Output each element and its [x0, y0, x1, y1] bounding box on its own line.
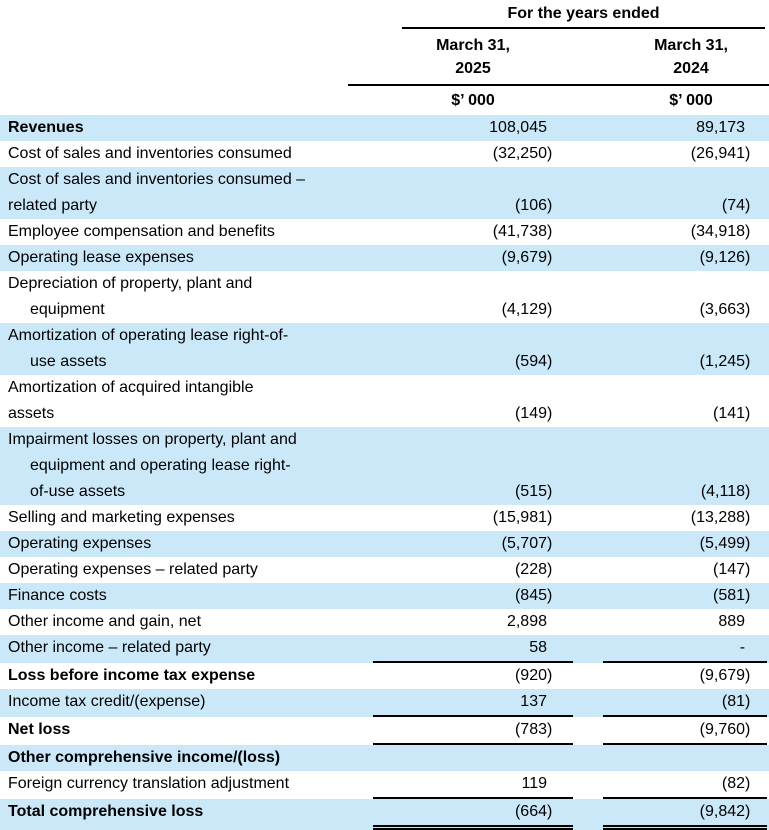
- amount-2025: [348, 505, 573, 531]
- row-label-line: Net loss: [8, 721, 71, 738]
- amount-2025: [348, 583, 573, 609]
- amount-value: (664: [514, 803, 547, 820]
- column-header-2025-year: 2025: [455, 60, 491, 77]
- row-label-line: Operating expenses: [8, 535, 152, 552]
- amount-value: (228: [514, 561, 547, 578]
- row-label-line: Foreign currency translation adjustment: [8, 775, 290, 792]
- column-header-2025: [348, 30, 573, 85]
- closing-paren: ): [547, 301, 553, 318]
- row-label: [0, 635, 348, 663]
- amount-2024: [573, 245, 769, 271]
- amount-2025: [348, 115, 573, 141]
- amount-2025: [348, 375, 573, 427]
- row-label: [0, 717, 348, 745]
- closing-paren: ): [547, 803, 553, 820]
- row-label-line: Cost of sales and inventories consumed: [8, 145, 292, 162]
- column-header-2024: [573, 30, 769, 85]
- closing-paren: ): [547, 561, 553, 578]
- row-label: [0, 323, 348, 375]
- amount-2024: [573, 609, 769, 635]
- closing-paren: ): [745, 535, 751, 552]
- closing-paren: ): [547, 587, 553, 604]
- row-label-line: Amortization of operating lease right-of-: [8, 327, 289, 344]
- row-label: [0, 141, 348, 167]
- closing-paren: ): [745, 587, 751, 604]
- amount-value: 108,045: [489, 119, 547, 136]
- amount-value: (9,760: [699, 721, 746, 738]
- row-label: [0, 271, 348, 323]
- table-row: [0, 717, 769, 745]
- unit-label-2024: $’ 000: [669, 92, 713, 109]
- closing-paren: ): [745, 405, 751, 422]
- amount-2024: [573, 167, 769, 219]
- unit-header-row: [0, 85, 769, 115]
- amount-2025: [348, 219, 573, 245]
- amount-value: (32,250: [492, 145, 547, 162]
- amount-2025: [348, 609, 573, 635]
- amount-value: (3,663: [699, 301, 746, 318]
- row-label-line: Finance costs: [8, 587, 107, 604]
- table-row: [0, 167, 769, 219]
- row-label: [0, 375, 348, 427]
- row-label-line: assets: [8, 405, 55, 422]
- table-row: [0, 531, 769, 557]
- amount-2025: [348, 663, 573, 689]
- amount-value: (920: [514, 667, 547, 684]
- amount-2024: [573, 505, 769, 531]
- row-label-line: equipment and operating lease right-: [30, 457, 291, 474]
- amount-2024: [573, 771, 769, 799]
- row-label: [0, 219, 348, 245]
- amount-2024: [573, 663, 769, 689]
- closing-paren: ): [745, 145, 751, 162]
- row-label-line: Other income and gain, net: [8, 613, 202, 630]
- column-header-2024-year: 2024: [673, 60, 709, 77]
- row-label: [0, 609, 348, 635]
- amount-value: 119: [521, 775, 547, 792]
- row-label: [0, 663, 348, 689]
- closing-paren: ): [547, 509, 553, 526]
- amount-value: (13,288: [690, 509, 746, 526]
- row-label: [0, 427, 348, 505]
- amount-2024: [573, 531, 769, 557]
- closing-paren: ): [547, 223, 553, 240]
- table-row: [0, 375, 769, 427]
- amount-2024: [573, 141, 769, 167]
- amount-2024: [573, 717, 769, 745]
- row-label: [0, 505, 348, 531]
- header-spacer: [0, 0, 348, 30]
- amount-value: (5,499: [699, 535, 746, 552]
- amount-value: (9,126: [699, 249, 746, 266]
- table-row: [0, 609, 769, 635]
- closing-paren: ): [547, 145, 553, 162]
- closing-paren: ): [745, 483, 751, 500]
- row-label-line: Operating expenses – related party: [8, 561, 258, 578]
- closing-paren: ): [745, 561, 751, 578]
- amount-value: 889: [718, 613, 746, 630]
- amount-value: (581: [712, 587, 746, 604]
- closing-paren: ): [547, 249, 553, 266]
- amount-value: 89,173: [696, 119, 746, 136]
- table-row: [0, 745, 769, 771]
- table-row: [0, 689, 769, 717]
- amount-2025: [348, 689, 573, 717]
- row-label-line: Impairment losses on property, plant and: [8, 431, 297, 448]
- closing-paren: ): [547, 353, 553, 370]
- closing-paren: ): [547, 535, 553, 552]
- amount-value: (41,738: [492, 223, 547, 240]
- closing-paren: ): [745, 301, 751, 318]
- amount-2024: [573, 635, 769, 663]
- row-label: [0, 771, 348, 799]
- table-row: [0, 583, 769, 609]
- amount-2025: [348, 167, 573, 219]
- row-label-line: Loss before income tax expense: [8, 667, 256, 684]
- row-label-line: Revenues: [8, 119, 84, 136]
- closing-paren: ): [745, 509, 751, 526]
- amount-value: (34,918: [690, 223, 746, 240]
- amount-2025: [348, 635, 573, 663]
- closing-paren: ): [547, 197, 553, 214]
- amount-2024: [573, 375, 769, 427]
- row-label-line: Employee compensation and benefits: [8, 223, 275, 240]
- amount-value: (106: [514, 197, 547, 214]
- amount-2025: [348, 771, 573, 799]
- row-label-line: Operating lease expenses: [8, 249, 194, 266]
- amount-value: 2,898: [506, 613, 547, 630]
- closing-paren: ): [745, 249, 751, 266]
- amount-2024: [573, 583, 769, 609]
- amount-value: 137: [520, 693, 547, 710]
- row-label-line: Total comprehensive loss: [8, 803, 204, 820]
- amount-2025: [348, 557, 573, 583]
- closing-paren: ): [547, 483, 553, 500]
- amount-2025: [348, 717, 573, 745]
- unit-label-2025: $’ 000: [451, 92, 495, 109]
- closing-paren: ): [745, 693, 751, 710]
- row-label-line: of-use assets: [30, 483, 126, 500]
- amount-value: (9,679: [699, 667, 746, 684]
- row-label: [0, 115, 348, 141]
- amount-value: (594: [514, 353, 547, 370]
- amount-2024: [573, 557, 769, 583]
- table-row: [0, 557, 769, 583]
- row-label-line: equipment: [30, 301, 105, 318]
- amount-2025: [348, 745, 573, 771]
- header-spacer: [0, 85, 348, 115]
- amount-value: (149: [514, 405, 547, 422]
- column-header-2025-date: March 31,: [436, 37, 510, 54]
- amount-value: (82: [721, 775, 746, 792]
- amount-value: (26,941: [690, 145, 746, 162]
- amount-value: (4,118: [700, 483, 746, 500]
- table-row: [0, 323, 769, 375]
- table-row: [0, 141, 769, 167]
- amount-value: (81: [721, 693, 746, 710]
- amount-2024: [573, 427, 769, 505]
- row-label-line: Income tax credit/(expense): [8, 693, 206, 710]
- closing-paren: ): [745, 223, 751, 240]
- row-label: [0, 531, 348, 557]
- amount-2025: [348, 141, 573, 167]
- table-row: [0, 635, 769, 663]
- amount-value: (1,245: [699, 353, 746, 370]
- amount-value: (9,679: [501, 249, 547, 266]
- header-spacer: [0, 30, 348, 85]
- amount-2024: [573, 219, 769, 245]
- amount-2025: [348, 531, 573, 557]
- row-label-line: Other income – related party: [8, 639, 211, 656]
- amount-value: (845: [514, 587, 547, 604]
- row-label: [0, 583, 348, 609]
- column-header-2024-date: March 31,: [654, 37, 728, 54]
- row-label: [0, 557, 348, 583]
- amount-2024: [573, 745, 769, 771]
- table-row: [0, 271, 769, 323]
- closing-paren: ): [745, 197, 751, 214]
- closing-paren: ): [547, 721, 553, 738]
- row-label-line: Selling and marketing expenses: [8, 509, 235, 526]
- table-row: [0, 771, 769, 799]
- row-label-line: use assets: [30, 353, 107, 370]
- amount-value: (74: [721, 197, 746, 214]
- table-body: [0, 115, 769, 830]
- amount-value: (141: [712, 405, 746, 422]
- amount-2024: [573, 689, 769, 717]
- table-row: [0, 245, 769, 271]
- row-label-line: Amortization of acquired intangible: [8, 379, 254, 396]
- amount-value: (9,842: [699, 803, 746, 820]
- amount-2025: [348, 427, 573, 505]
- amount-value: (5,707: [501, 535, 547, 552]
- row-label-line: Depreciation of property, plant and: [8, 275, 253, 292]
- amount-2024: [573, 323, 769, 375]
- closing-paren: ): [745, 775, 751, 792]
- table-row: [0, 427, 769, 505]
- table-row: [0, 115, 769, 141]
- row-label: [0, 245, 348, 271]
- closing-paren: ): [547, 667, 553, 684]
- amount-value: -: [739, 639, 746, 656]
- table-row: [0, 219, 769, 245]
- table-row: [0, 663, 769, 689]
- row-label-line: Other comprehensive income/(loss): [8, 749, 281, 766]
- amount-2025: [348, 323, 573, 375]
- row-label: [0, 745, 348, 771]
- table-title-row: [0, 0, 769, 30]
- amount-value: (783: [514, 721, 547, 738]
- amount-2025: [348, 271, 573, 323]
- amount-2024: [573, 271, 769, 323]
- closing-paren: ): [745, 803, 751, 820]
- row-label: [0, 689, 348, 717]
- row-label-line: Cost of sales and inventories consumed –: [8, 171, 306, 188]
- closing-paren: ): [745, 353, 751, 370]
- amount-value: 58: [529, 639, 547, 656]
- amount-value: (147: [712, 561, 746, 578]
- row-label: [0, 167, 348, 219]
- closing-paren: ): [745, 721, 751, 738]
- table-row: [0, 505, 769, 531]
- amount-2024: [573, 115, 769, 141]
- amount-value: (4,129: [501, 301, 547, 318]
- amount-value: (515: [514, 483, 547, 500]
- amount-2025: [348, 245, 573, 271]
- row-label-line: related party: [8, 197, 97, 214]
- table-title: For the years ended: [402, 1, 765, 29]
- closing-paren: ): [745, 667, 751, 684]
- column-header-row: [0, 30, 769, 85]
- closing-paren: ): [547, 405, 553, 422]
- amount-value: (15,981: [492, 509, 547, 526]
